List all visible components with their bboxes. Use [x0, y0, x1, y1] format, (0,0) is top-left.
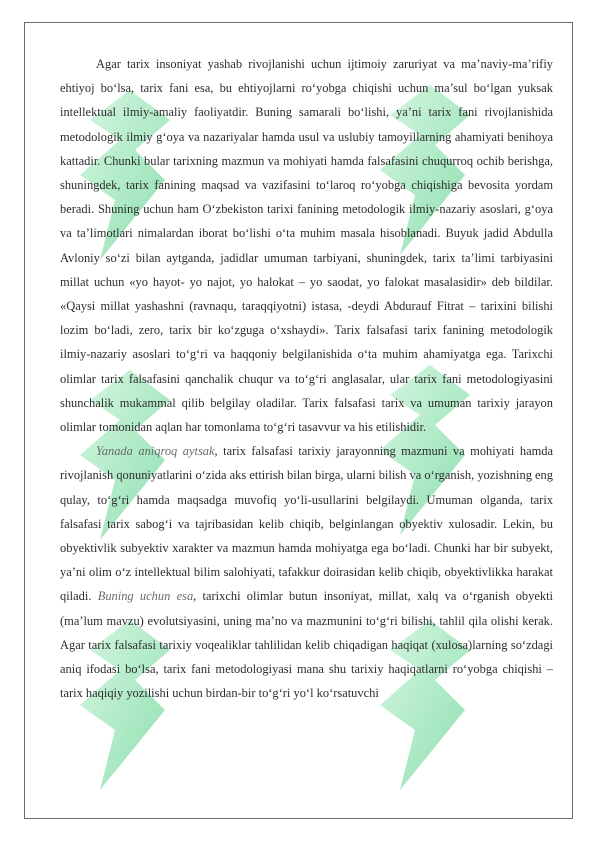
paragraph-2	[60, 439, 553, 705]
document-body	[60, 52, 553, 705]
paragraph-1: Agar tarix insoniyat yashab rivojlanishi uchun ijtimoiy zaruriyat va ma’naviy-ma’rifiy ehtiyoj bo‘lsa, tarix fani esa, bu ehtiyojlarni ro‘yobga chiqishi uchun ma’sul bo‘lgan yuksak intellektual ilmiy-amaliy faoliyatdir. Buning samarali bo‘lishi, ya’ni tarix fani rivojlanishida metodologik ilmiy g‘oya va nazariyalar hamda usul va uslubiy tamoyillarning ahamiyati benihoya kattadir. Chunki bular tarixning mazmun va mohiyati hamda falsafasini chuqurroq ochib berishga, shuningdek, tarix fanining maqsad va vazifasini to‘laroq ro‘yobga chiqishiga bevosita yordam beradi. Shuning uchun ham O‘zbekiston tarixi fanining metodologik ilmiy-nazariy asoslari, g‘oya va ta’limotlari nimalardan iborat bo‘lishi o‘ta muhim masala hisoblanadi. Buyuk jadid Abdulla Avloniy so‘zi bilan aytganda, jadidlar umuman tarbiyani, shuningdek, tarix ta’limi tarbiyasini millat uchun «yo hayot- yo najot, yo halokat – yo saodat, yo falokat masalasidir» deb bildilar. «Qaysi millat yashashni (ravnaqu, taraqqiyotni) istasa, -deydi Abdurauf Fitrat – tarixini bilishi lozim bo‘ladi, zero, tarix bir ko‘zguga o‘xshaydi». Tarix falsafasi tarix fanining metodologik ilmiy-nazariy asoslari to‘g‘ri va haqqoniy belgilanishida o‘ta muhim ahamiyatga ega. Tarixchi olimlar tarix falsafasini qanchalik chuqur va to‘g‘ri anglasalar, ular tarix fani metodologiyasini shunchalik mukammal qilib belgilay oladilar. Tarix falsafasi tarix va umuman tarixiy jarayon olimlar tomonidan aqlan har tomonlama to‘g‘ri tasavvur va his etilishidir.	[60, 57, 553, 435]
paragraph-2-text-a: , tarix falsafasi tarixiy jarayonning mazmuni va mohiyati hamda rivojlanish qonuniyatlarini o‘zida aks ettirish bilan birga, ularni bilish va o‘rganish, yozishning eng qulay, to‘g‘ri hamda maqsadga muvofiq yo‘li-usullarini belgilaydi. Umuman olganda, tarix falsafasi tarix sabog‘i va tajribasidan kelib chiqib, belginlangan obyektiv xulosadir. Lekin, bu obyektivlik subyektiv xarakter va mazmun hamda mohiyatga ega bo‘ladi. Chunki har bir subyekt, ya’ni olim o‘z intellektual bilim salohiyati, tafakkur doirasidan kelib chiqib, obyektivlikka harakat qiladi.	[60, 444, 553, 604]
paragraph-2-text-b: , tarixchi olimlar butun insoniyat, millat, xalq va o‘rganish obyekti (ma’lum mavzu) evolutsiyasini, uning ma’no va mazmunini to‘g‘ri bilishi, tahlil qila olishi kerak. Agar tarix falsafasi tarixiy voqealiklar tahlilidan kelib chiqadigan haqiqat (xulosa)larning so‘zdagi aniq ifodasi bo‘lsa, tarix fani metodologiyasi mana shu tarixiy haqiqatlarni ro‘yobga chiqishi – tarix haqiqiy yozilishi uchun birdan-bir to‘g‘ri yo‘l ko‘rsatuvchi	[60, 589, 554, 701]
italic-lead: Yanada aniqroq aytsak	[96, 444, 215, 459]
italic-mid: Buning uchun esa	[97, 589, 194, 604]
